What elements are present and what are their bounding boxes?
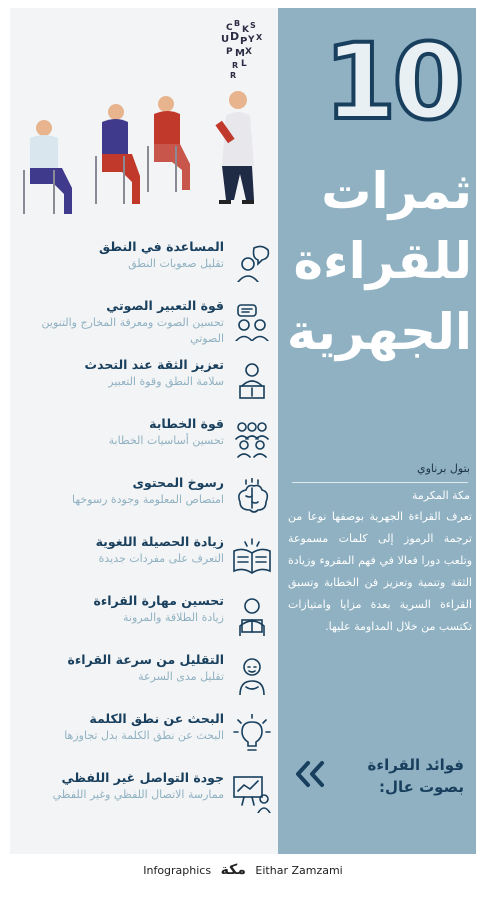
listener-purple xyxy=(96,104,140,204)
reader-person-icon xyxy=(232,596,272,636)
calm-person-icon xyxy=(232,655,272,695)
svg-text:Y: Y xyxy=(248,35,255,45)
benefit-subtitle: تقليل صعوبات النطق xyxy=(128,257,224,270)
benefits-heading xyxy=(344,754,464,798)
benefit-subtitle: امتصاص المعلومة وجودة رسوخها xyxy=(71,493,224,506)
dialogue-people-icon xyxy=(232,301,272,341)
benefit-subtitle: زيادة الطلاقة والمرونة xyxy=(123,611,224,624)
title-line-1: ثمرات xyxy=(321,162,472,220)
benefit-item xyxy=(16,413,272,472)
svg-text:C: C xyxy=(226,23,233,33)
benefit-item xyxy=(16,236,272,295)
svg-text:S: S xyxy=(250,21,256,30)
benefit-title: المساعدة في النطق xyxy=(99,239,224,254)
brain-icon xyxy=(232,478,272,518)
letters-cloud xyxy=(221,19,263,80)
newspaper-logo: مكة xyxy=(220,862,246,878)
benefit-item xyxy=(16,354,272,413)
speech-bubble-person-icon xyxy=(232,242,272,282)
benefit-item xyxy=(16,590,272,649)
city-name: مكة المكرمة xyxy=(411,489,470,502)
intro-paragraph: تعرف القراءة الجهرية بوصفها نوعا من ترجمة الرموز إلى كلمات مسموعة وتلعب دورا فعالا في فهم المقروء وزيادة الثقة وتنمية وتعزيز فن الخطابة وتسبق القراءة السرية بعدة مزايا وامتيازات تكتسب من خلال المداومة عليها. xyxy=(288,510,472,633)
svg-text:D: D xyxy=(230,30,240,43)
listener-red xyxy=(148,96,190,192)
benefit-title: تحسين مهارة القراءة xyxy=(93,593,224,608)
benefit-title: التقليل من سرعة القراءة xyxy=(67,652,224,667)
credits-footer xyxy=(0,862,486,878)
title-line-3: الجهرية xyxy=(286,303,472,361)
benefit-subtitle: البحث عن نطق الكلمة بدل تجاوزها xyxy=(64,729,224,742)
divider xyxy=(292,482,468,483)
audience-group-icon xyxy=(232,419,272,459)
benefit-title: تعزيز الثقة عند التحدث xyxy=(84,357,224,372)
speaker-figure xyxy=(215,91,254,204)
speaker-podium-icon xyxy=(232,360,272,400)
svg-text:X: X xyxy=(256,33,263,42)
svg-text:P: P xyxy=(226,47,233,57)
open-book-icon xyxy=(232,537,272,577)
benefit-subtitle: تقليل مدى السرعة xyxy=(138,670,224,683)
benefit-item xyxy=(16,708,272,767)
benefit-title: قوة التعبير الصوتي xyxy=(106,298,224,313)
benefit-title: البحث عن نطق الكلمة xyxy=(89,711,224,726)
benefits-list xyxy=(16,236,272,826)
benefit-item xyxy=(16,295,272,354)
benefit-subtitle: تحسين الصوت ومعرفة المخارج والتنوين الصوتي xyxy=(41,316,224,345)
benefit-item xyxy=(16,649,272,708)
benefit-item xyxy=(16,472,272,531)
author-name: بتول برناوي xyxy=(416,462,470,475)
title-line-2: للقراءة xyxy=(293,232,472,290)
credit-infographics: Infographics xyxy=(143,863,212,877)
benefit-title: زيادة الحصيلة اللغوية xyxy=(95,534,224,549)
benefit-item xyxy=(16,767,272,826)
svg-text:B: B xyxy=(234,19,241,28)
svg-text:P: P xyxy=(240,36,248,47)
benefit-subtitle: سلامة النطق وقوة التعبير xyxy=(108,375,224,388)
benefit-subtitle: تحسين أساسيات الخطابة xyxy=(108,434,224,447)
big-number: 10 xyxy=(324,21,461,143)
svg-text:M: M xyxy=(235,48,245,59)
svg-text:R: R xyxy=(232,61,239,70)
benefit-item xyxy=(16,531,272,590)
presentation-screen-icon xyxy=(232,773,272,813)
svg-text:R: R xyxy=(230,71,237,80)
benefit-subtitle: ممارسة الاتصال اللفظي وغير اللفظي xyxy=(52,788,224,801)
benefits-heading-line1: فوائد القراءة xyxy=(367,756,464,774)
svg-text:K: K xyxy=(242,25,249,35)
benefit-title: رسوخ المحتوى xyxy=(132,475,224,490)
svg-text:U: U xyxy=(221,34,230,45)
benefit-subtitle: التعرف على مفردات جديدة xyxy=(98,552,224,565)
listeners-illustration xyxy=(16,16,274,216)
lightbulb-icon xyxy=(232,714,272,754)
svg-text:L: L xyxy=(241,59,247,69)
credit-designer: Eithar Zamzami xyxy=(255,863,343,877)
benefit-title: قوة الخطابة xyxy=(149,416,224,431)
double-chevron-left-icon xyxy=(292,760,330,788)
listener-blue xyxy=(24,120,72,214)
svg-text:X: X xyxy=(245,47,252,57)
benefit-title: جودة التواصل غير اللفظي xyxy=(61,770,224,785)
benefits-heading-line2: بصوت عال: xyxy=(378,778,464,796)
